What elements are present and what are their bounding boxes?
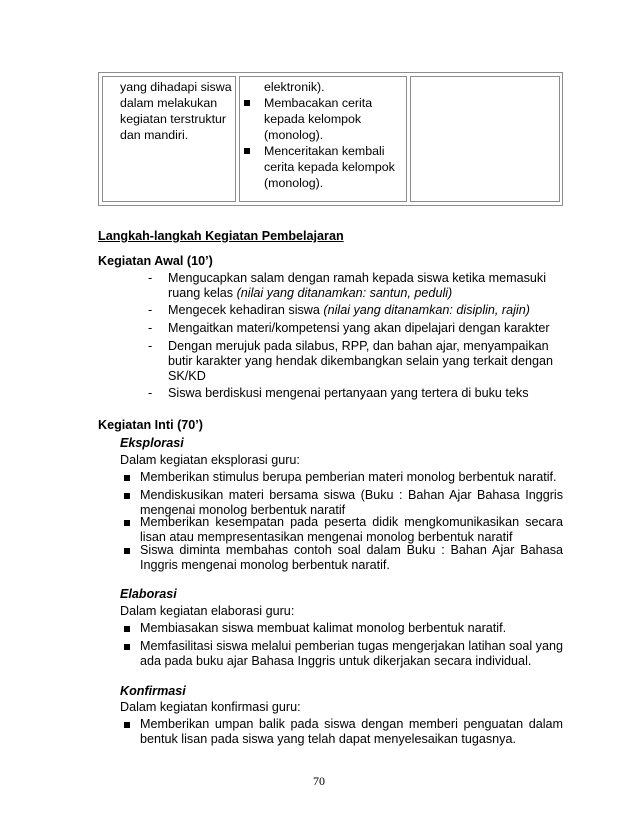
bullet-item-line: Membacakan cerita: [240, 95, 406, 111]
list-item-line: mengenai monolog berbentuk naratif: [140, 503, 346, 517]
konfirmasi-intro: Dalam kegiatan konfirmasi guru:: [120, 700, 301, 714]
list-item-line: Mengaitkan materi/kompetensi yang akan dipelajari dengan karakter: [168, 321, 550, 335]
list-item-line: butir karakter yang hendak dikembangkan selain yang terkait dengan: [168, 354, 554, 368]
cell-line: cerita kepada kelompok: [264, 160, 395, 174]
table-cell-empty: [410, 76, 560, 202]
list-item-line: Memberikan umpan balik pada siswa dengan memberi penguatan dalam: [140, 717, 563, 731]
bullet-item-line: Menceritakan kembali: [240, 143, 406, 159]
list-item-line: Mengucapkan salam dengan ramah kepada siswa ketika memasuki: [168, 271, 547, 285]
dash-bullet: -: [148, 321, 153, 335]
list-item-line: [168, 286, 452, 301]
dash-bullet: -: [148, 303, 153, 317]
kegiatan-inti-heading: Kegiatan Inti (70’): [98, 418, 203, 432]
text-run: ruang kelas: [168, 286, 237, 300]
list-item-line: Inggris mengenai monolog berbentuk naratif.: [140, 558, 390, 572]
list-item-line: Siswa diminta membahas contoh soal dalam Buku : Bahan Ajar Bahasa: [140, 543, 563, 557]
table-cell-activities: [239, 76, 407, 202]
list-item-line: Siswa berdiskusi mengenai pertanyaan yang tertera di buku teks: [168, 386, 529, 400]
cell-line: kepada kelompok: [264, 112, 362, 126]
cell-line: elektronik).: [264, 80, 325, 94]
page-number: 70: [313, 774, 325, 788]
square-bullet-icon: [124, 722, 130, 728]
list-item-line: bentuk lisan pada siswa yang telah dapat menyelesaikan tugasnya.: [140, 732, 516, 746]
dash-bullet: -: [148, 271, 153, 285]
eksplorasi-heading: Eksplorasi: [120, 436, 184, 450]
list-item-line: Memfasilitasi siswa melalui pemberian tugas mengerjakan latihan soal yang: [140, 639, 563, 653]
italic-note: (nilai yang ditanamkan: disiplin, rajin): [323, 303, 530, 317]
cell-line: dan mandiri.: [120, 128, 189, 142]
square-bullet-icon: [124, 520, 130, 526]
activity-table: [98, 72, 563, 206]
list-item-line: Memberikan stimulus berupa pemberian materi monolog berbentuk naratif.: [140, 470, 557, 484]
square-bullet-icon: [124, 493, 130, 499]
elaborasi-intro: Dalam kegiatan elaborasi guru:: [120, 604, 295, 618]
list-item-line: lisan atau mempresentasikan mengenai monolog berbentuk naratif: [140, 530, 513, 544]
table-cell-objective: [102, 76, 236, 202]
square-bullet-icon: [124, 644, 130, 650]
list-item-line: SK/KD: [168, 369, 206, 383]
text-run: Mengecek kehadiran siswa: [168, 303, 324, 317]
list-item-line: Mendiskusikan materi bersama siswa (Buku : Bahan Ajar Bahasa Inggris: [140, 488, 563, 502]
cell-line: (monolog).: [264, 176, 324, 190]
square-bullet-icon: [124, 626, 130, 632]
section-title: Langkah-langkah Kegiatan Pembelajaran: [98, 229, 344, 243]
italic-note: (nilai yang ditanamkan: santun, peduli): [236, 286, 453, 300]
eksplorasi-intro: Dalam kegiatan eksplorasi guru:: [120, 453, 300, 467]
kegiatan-awal-heading: Kegiatan Awal (10’): [98, 254, 213, 268]
dash-bullet: -: [148, 386, 153, 400]
list-item-line: ada pada buku ajar Bahasa Inggris untuk dikerjakan secara individual.: [140, 654, 532, 668]
square-bullet-icon: [124, 548, 130, 554]
cell-line: (monolog).: [264, 128, 324, 142]
dash-bullet: -: [148, 339, 153, 353]
konfirmasi-heading: Konfirmasi: [120, 684, 186, 698]
list-item-line: Dengan merujuk pada silabus, RPP, dan bahan ajar, menyampaikan: [168, 339, 549, 353]
list-item-line: Membiasakan siswa membuat kalimat monolog berbentuk naratif.: [140, 621, 507, 635]
list-item-line: Memberikan kesempatan pada peserta didik mengkomunikasikan secara: [140, 515, 563, 529]
elaborasi-heading: Elaborasi: [120, 587, 177, 601]
cell-line: dalam melakukan: [120, 96, 218, 110]
list-item-line: [168, 303, 530, 318]
square-bullet-icon: [124, 475, 130, 481]
cell-line: yang dihadapi siswa: [120, 80, 232, 94]
cell-line: kegiatan terstruktur: [120, 112, 227, 126]
